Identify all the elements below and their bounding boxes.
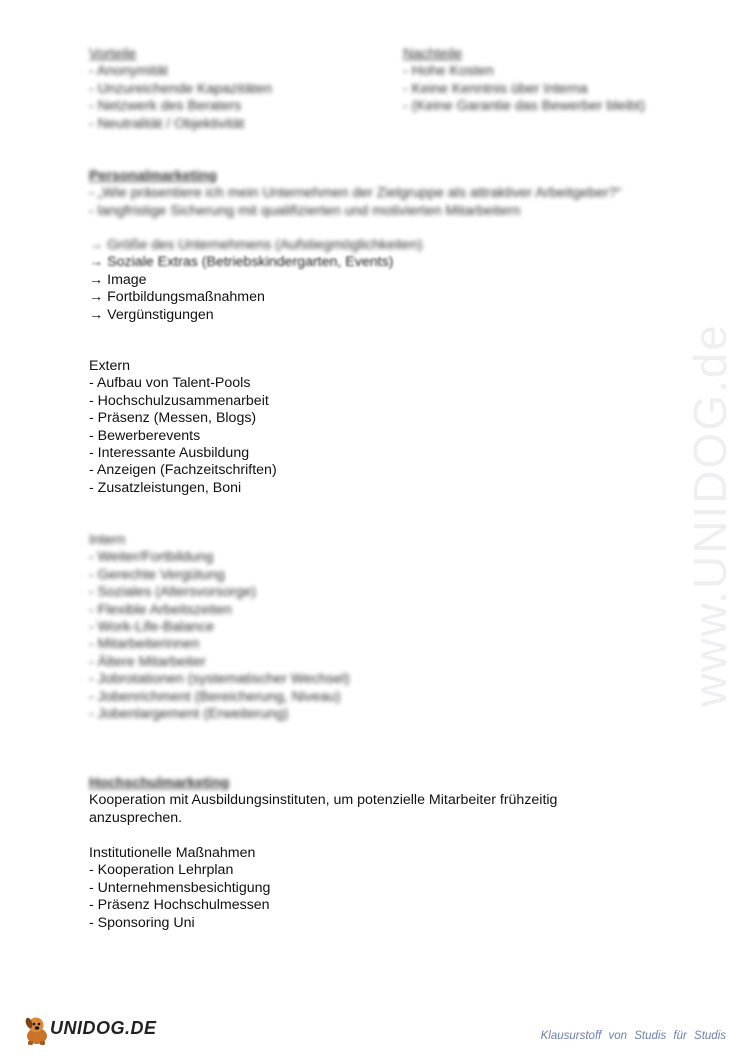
intern-section	[89, 532, 350, 723]
personalmarketing-list	[89, 185, 621, 220]
list-item: - Weiter/Fortbildung	[89, 549, 214, 566]
nachteile-list	[403, 63, 645, 115]
arrow-item	[89, 307, 423, 324]
vorteile-section	[89, 46, 272, 133]
list-item: - Hohe Kosten	[403, 63, 494, 80]
arrow-item	[89, 272, 423, 289]
list-item: - Hochschulzusammenarbeit	[89, 392, 269, 409]
list-item: - Kooperation Lehrplan	[89, 862, 234, 879]
unidog-logo	[22, 1014, 157, 1048]
list-item: - „Wie präsentiere ich mein Unternehmen der Zielgruppe als attraktiver Arbeitgeber?“	[89, 185, 622, 202]
list-item: - Unternehmensbesichtigung	[89, 879, 271, 896]
institutionell-section	[89, 845, 270, 932]
list-item: - Ältere Mitarbeiter	[89, 653, 206, 670]
hochschulmarketing-text-1: Kooperation mit Ausbildungsinstituten, um potenzielle Mitarbeiter frühzeitig	[89, 792, 558, 809]
watermark	[650, 285, 750, 745]
list-item: - Aufbau von Talent-Pools	[89, 375, 251, 392]
arrow-item-text: Größe des Unternehmens (Aufstiegmöglichkeiten)	[107, 237, 423, 253]
intern-list	[89, 549, 350, 723]
list-item: - Präsenz (Messen, Blogs)	[89, 410, 257, 427]
list-item: - Anonymität	[89, 63, 168, 80]
list-item: - Präsenz Hochschulmessen	[89, 897, 270, 914]
arrow-item-text: Image	[107, 271, 147, 288]
arrow-list-clear	[89, 272, 423, 324]
arrow-list-blurred	[89, 237, 423, 254]
list-item: - Sponsoring Uni	[89, 914, 195, 931]
list-item: - Interessante Ausbildung	[89, 445, 250, 462]
list-item: - Netzwerk des Beraters	[89, 98, 242, 115]
list-item: - langfristige Sicherung mit qualifizierten und motivierten Mitarbeitern	[89, 202, 521, 219]
list-item: - Jobenlargement (Erweiterung)	[89, 706, 289, 723]
list-item: - Flexible Arbeitszeiten	[89, 601, 232, 618]
extern-list	[89, 375, 277, 497]
dog-icon	[22, 1014, 52, 1046]
list-item: - Neutralität / Objektivität	[89, 115, 245, 132]
arrow-item-partial	[89, 254, 423, 271]
arrow-item-text: Fortbildungsmaßnahmen	[107, 289, 265, 306]
hochschulmarketing-text-2: anzusprechen.	[89, 809, 183, 826]
arrow-item-text: Soziale Extras (Betriebskindergarten, Events)	[107, 254, 394, 271]
vorteile-heading: Vorteile	[89, 46, 137, 62]
arrow-item	[89, 237, 423, 254]
institutionell-list	[89, 862, 270, 932]
extern-heading: Extern	[89, 358, 131, 374]
institutionell-heading: Institutionelle Maßnahmen	[89, 845, 256, 861]
logo-text: UNIDOG.DE	[50, 1018, 157, 1038]
list-item: - Bewerberevents	[89, 427, 201, 444]
arrow-item-text: Vergünstigungen	[107, 306, 214, 323]
hochschulmarketing-heading: Hochschulmarketing	[89, 775, 230, 791]
list-item: - Jobrotationen (systematischer Wechsel)	[89, 671, 350, 688]
list-item: - Jobenrichment (Bereicherung, Niveau)	[89, 688, 341, 705]
arrow-icon: →	[89, 237, 108, 253]
arrow-icon: →	[89, 271, 108, 288]
vorteile-list	[89, 63, 272, 133]
intern-heading: Intern	[89, 532, 126, 548]
arrow-icon: →	[89, 254, 108, 271]
personalmarketing-arrows	[89, 237, 423, 324]
list-item: - Keine Kenntnis über Interna	[403, 80, 588, 97]
list-item: - (Keine Garantie das Bewerber bleibt)	[403, 98, 646, 115]
personalmarketing-section	[89, 168, 621, 220]
list-item: - Unzureichende Kapazitäten	[89, 80, 272, 97]
arrow-icon: →	[89, 306, 108, 323]
hochschulmarketing-section	[89, 775, 557, 827]
arrow-item	[89, 289, 423, 306]
list-item: - Mitarbeiterinnen	[89, 636, 200, 653]
watermark-text: www.UNIDOG.de	[684, 323, 737, 707]
arrow-icon: →	[89, 289, 108, 306]
extern-section	[89, 358, 277, 497]
list-item: - Soziales (Altersvorsorge)	[89, 584, 257, 601]
personalmarketing-heading: Personalmarketing	[89, 168, 217, 184]
list-item: - Anzeigen (Fachzeitschriften)	[89, 462, 277, 479]
list-item: - Gerechte Vergütung	[89, 566, 225, 583]
nachteile-heading: Nachteile	[403, 46, 463, 62]
footer-tagline: Klausurstoff von Studis für Studis	[540, 1030, 726, 1042]
list-item: - Work-Life-Balance	[89, 619, 215, 636]
nachteile-section	[403, 46, 645, 116]
list-item: - Zusatzleistungen, Boni	[89, 479, 242, 496]
